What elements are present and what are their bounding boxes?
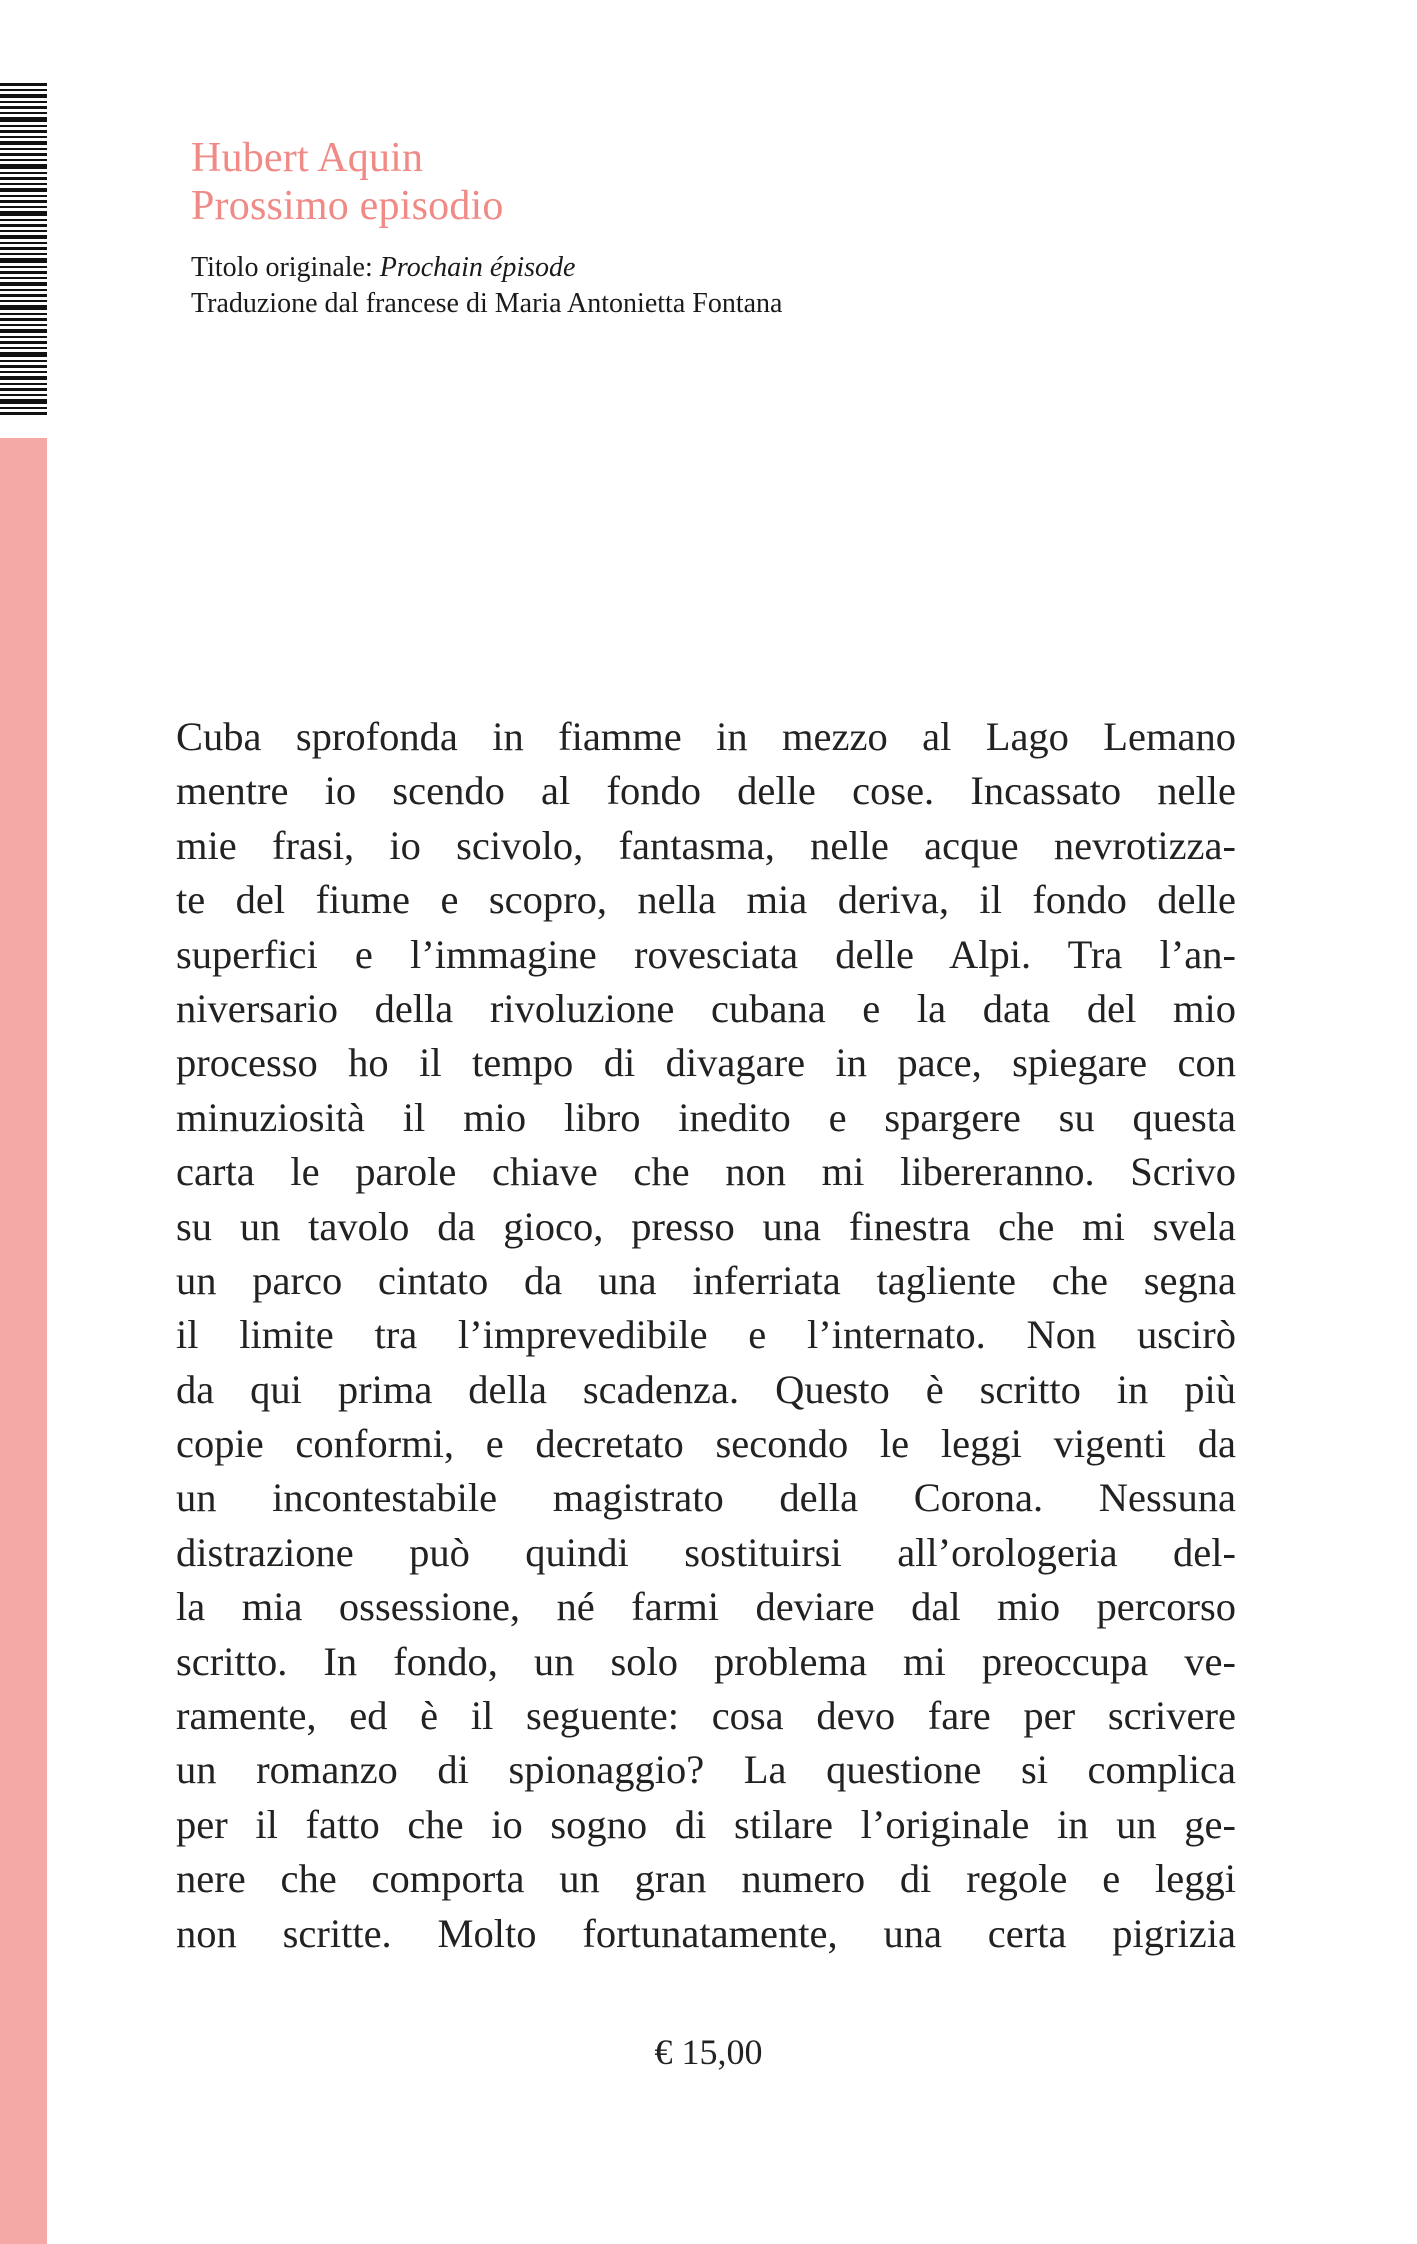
blurb-line: mie frasi, io scivolo, fantasma, nelle acque nevrotizza-	[176, 822, 1236, 868]
blurb-line: da qui prima della scadenza. Questo è scritto in più	[176, 1366, 1236, 1412]
blurb-line: il limite tra l’imprevedibile e l’internato. Non uscirò	[176, 1312, 1236, 1358]
book-title: Prossimo episodio	[191, 183, 504, 229]
blurb-line: scritto. In fondo, un solo problema mi preoccupa ve-	[176, 1638, 1236, 1684]
book-header	[191, 134, 782, 322]
blurb-line: processo ho il tempo di divagare in pace, spiegare con	[176, 1040, 1236, 1086]
blurb-line: carta le parole chiave che non mi libereranno. Scrivo	[176, 1149, 1236, 1195]
blurb-line: nere che comporta un gran numero di regole e leggi	[176, 1856, 1236, 1902]
blurb-line: copie conformi, e decretato secondo le leggi vigenti da	[176, 1421, 1236, 1467]
original-title-label: Titolo originale:	[191, 252, 380, 283]
barcode	[0, 83, 47, 420]
blurb-line: la mia ossessione, né farmi deviare dal mio percorso	[176, 1584, 1236, 1630]
blurb-text	[176, 710, 1236, 1961]
blurb-line: te del fiume e scopro, nella mia deriva, il fondo delle	[176, 877, 1236, 923]
original-title: Prochain épisode	[379, 252, 576, 283]
blurb-line: un parco cintato da una inferriata tagliente che segna	[176, 1257, 1236, 1303]
barcode-graphic	[0, 83, 47, 420]
translation-credit: Traduzione dal francese di Maria Antonietta Fontana	[191, 288, 783, 319]
blurb-line: non scritte. Molto fortunatamente, una certa pigrizia	[176, 1910, 1236, 1956]
blurb-line: Cuba sprofonda in fiamme in mezzo al Lago Lemano	[176, 714, 1236, 759]
book-metadata	[191, 250, 782, 322]
blurb-line: niversario della rivoluzione cubana e la data del mio	[176, 985, 1236, 1031]
blurb-line: distrazione può quindi sostituirsi all’orologeria del-	[176, 1529, 1236, 1575]
blurb-line: superfici e l’immagine rovesciata delle Alpi. Tra l’an-	[176, 931, 1236, 977]
price-label: € 15,00	[654, 2032, 763, 2072]
author-name: Hubert Aquin	[191, 135, 424, 181]
blurb-line: per il fatto che io sogno di stilare l’originale in un ge-	[176, 1801, 1236, 1847]
blurb-line: mentre io scendo al fondo delle cose. Incassato nelle	[176, 768, 1236, 814]
blurb-line: su un tavolo da gioco, presso una finestra che mi svela	[176, 1203, 1236, 1249]
blurb-line: minuziosità il mio libro inedito e spargere su questa	[176, 1094, 1236, 1140]
blurb-line: ramente, ed è il seguente: cosa devo fare per scrivere	[176, 1693, 1236, 1739]
blurb-line: un romanzo di spionaggio? La questione si complica	[176, 1747, 1236, 1793]
pink-spine-stripe	[0, 438, 47, 2244]
original-title-line	[191, 250, 782, 286]
blurb-line: un incontestabile magistrato della Corona. Nessuna	[176, 1475, 1236, 1521]
